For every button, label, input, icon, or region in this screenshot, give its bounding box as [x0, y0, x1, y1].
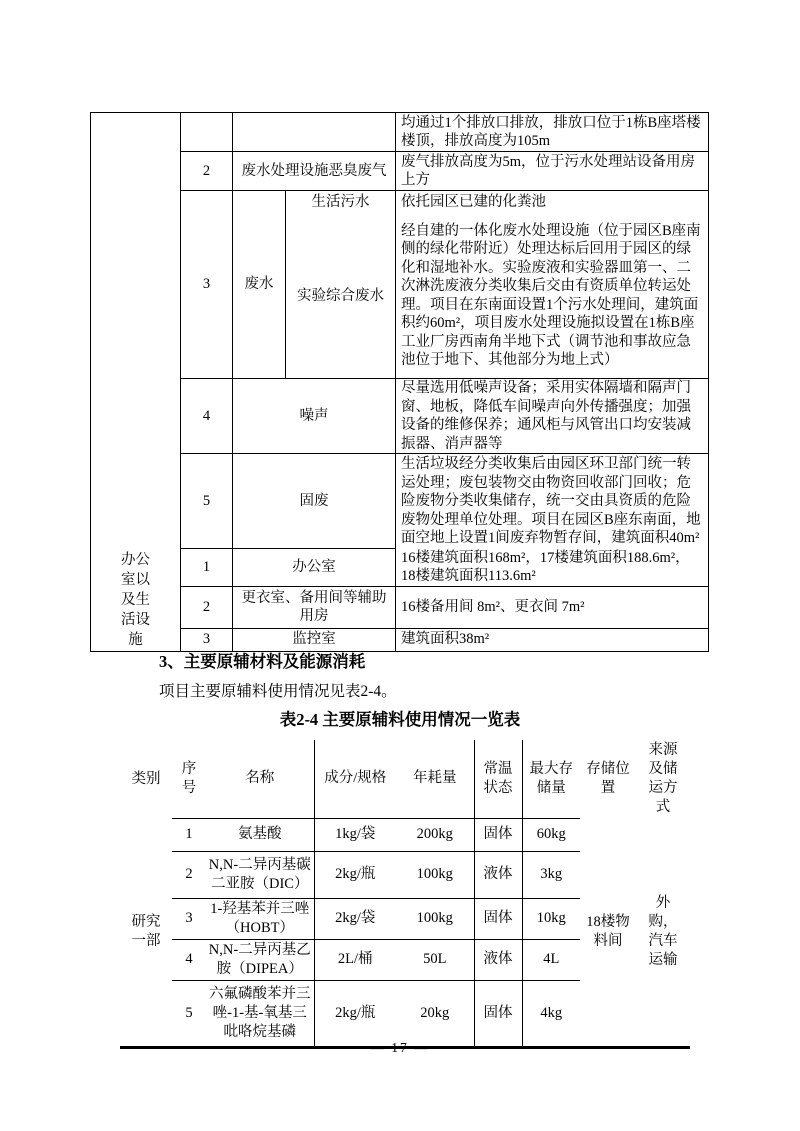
- seq-cell: [181, 113, 233, 152]
- table-caption: 表2-4 主要原辅料使用情况一览表: [279, 710, 521, 729]
- content-cell: 16楼备用间 8m²、更衣间 7m²: [396, 586, 709, 628]
- max-storage-cell: 10kg: [522, 898, 580, 939]
- subname-cell: 生活污水: [286, 191, 396, 214]
- spec-cell: 2kg/瓶: [314, 851, 396, 898]
- header-source: 来源及储运方式: [648, 742, 678, 815]
- seq-cell: 2: [181, 152, 233, 191]
- no-cell: 5: [185, 1004, 193, 1021]
- header-name: 名称: [206, 740, 314, 818]
- header-state: 常温状态: [474, 740, 522, 818]
- table-header-row: [120, 740, 690, 818]
- source-cell: 外购，汽车运输: [648, 894, 678, 968]
- facility-table: [90, 112, 709, 652]
- header-annual: 年耗量: [396, 740, 474, 818]
- seq-cell: 5: [181, 454, 233, 549]
- content-cell: 均通过1个排放口排放，排放口位于1栋B座塔楼楼顶，排放高度为105m: [396, 113, 709, 152]
- spec-cell: 2kg/袋: [314, 898, 396, 939]
- spec-cell: 1kg/袋: [314, 818, 396, 851]
- content-cell: 建筑面积38m²: [396, 628, 709, 651]
- name-cell: 1-羟基苯并三唑（HOBT）: [206, 898, 314, 939]
- materials-table: [120, 740, 690, 1049]
- header-max-storage: 最大存储量: [522, 740, 580, 818]
- page-number: — 17 —: [370, 1040, 430, 1055]
- annual-cell: 20kg: [396, 980, 474, 1047]
- state-cell: 固体: [474, 898, 522, 939]
- name-cell: N,N-二异丙基乙胺（DIPEA）: [206, 939, 314, 980]
- content-cell: 尽量选用低噪声设备；采用实体隔墙和隔声门窗、地板，降低车间噪声向外传播强度；加强设备的维修保养；通风柜与风管出口均安装减振器、消声器等: [396, 379, 709, 454]
- seq-cell: 3: [181, 191, 233, 379]
- name-cell: 氨基酸: [206, 818, 314, 851]
- table-row: [91, 113, 709, 152]
- no-cell: 2: [172, 851, 206, 898]
- name-cell: [233, 113, 396, 152]
- max-storage-cell: 3kg: [522, 851, 580, 898]
- section-intro: 项目主要原辅料使用情况见表2-4。: [159, 683, 397, 700]
- no-cell: 1: [172, 818, 206, 851]
- name-cell: 六氟磷酸苯并三唑-1-基-氧基三吡咯烷基磷: [206, 980, 314, 1047]
- table-row: [120, 818, 690, 851]
- state-cell: 固体: [474, 818, 522, 851]
- max-storage-cell: 60kg: [522, 818, 580, 851]
- annual-cell: 100kg: [396, 851, 474, 898]
- content-cell: 生活垃圾经分类收集后由园区环卫部门统一转运处理；废包装物交由物资回收部门回收；危险废物分类收集储存，统一交由具资质的危险废物处理单位处理。项目在园区B座东南面，地面空地上设置1间废弃物暂存间，建筑面积40m²: [396, 454, 709, 549]
- content-cell: 16楼建筑面积168m²，17楼建筑面积188.6m²，18楼建筑面积113.6m²: [396, 549, 709, 587]
- max-storage-cell: 4L: [522, 939, 580, 980]
- seq-cell: 3: [181, 628, 233, 651]
- annual-cell: 100kg: [396, 898, 474, 939]
- table-row: [91, 586, 709, 628]
- table-row: [91, 152, 709, 191]
- name-cell: 废水处理设施恶臭废气: [233, 152, 396, 191]
- seq-cell: 1: [181, 549, 233, 587]
- annual-cell: 50L: [396, 939, 474, 980]
- category-cell: 研究一部: [131, 913, 161, 949]
- header-no: 序号: [172, 740, 206, 818]
- table-row: [91, 549, 709, 587]
- state-cell: 液体: [474, 939, 522, 980]
- seq-cell: 4: [181, 379, 233, 454]
- spec-cell: 2L/桶: [314, 939, 396, 980]
- header-category: 类别: [131, 770, 161, 787]
- header-storage-location: 存储位置: [586, 761, 630, 796]
- category-cell-office: 办公室以及生活设施: [91, 549, 181, 652]
- state-cell: 液体: [474, 851, 522, 898]
- name-cell: 噪声: [233, 379, 396, 454]
- no-cell: 4: [172, 939, 206, 980]
- content-cell: 依托园区已建的化粪池: [396, 191, 709, 214]
- spec-cell: 2kg/瓶: [335, 1004, 376, 1021]
- name-cell: 办公室: [233, 549, 396, 587]
- no-cell: 3: [172, 898, 206, 939]
- category-cell-empty: [91, 113, 181, 549]
- content-cell: 经自建的一体化废水处理设施（位于园区B座南侧的绿化带附近）处理达标后回用于园区的绿化和湿地补水。实验废液和实验器皿第一、二次淋洗废液分类收集后交由有资质单位转运处理。项目在东南面设置1个污水处理间，建筑面积约60m²，项目废水处理设施拟设置在1栋B座工业厂房西南角半地下式（调节池和事故应急池位于地下、其他部分为地上式）: [396, 214, 709, 379]
- name-cell: 废水: [233, 191, 286, 379]
- max-storage-cell: 4kg: [540, 1004, 563, 1021]
- table-row: [91, 454, 709, 549]
- table-row: [91, 379, 709, 454]
- name-cell: 更衣室、备用间等辅助用房: [233, 586, 396, 628]
- storage-location-cell: 18楼物料间: [586, 913, 630, 949]
- annual-cell: 200kg: [396, 818, 474, 851]
- header-spec: 成分/规格: [314, 740, 396, 818]
- name-cell: N,N-二异丙基碳二亚胺（DIC）: [206, 851, 314, 898]
- name-cell: 监控室: [233, 628, 396, 651]
- seq-cell: 2: [181, 586, 233, 628]
- section-heading: 3、主要原辅材料及能源消耗: [159, 652, 366, 671]
- name-cell: 固废: [233, 454, 396, 549]
- table-row: [91, 191, 709, 214]
- state-cell: 固体: [474, 980, 522, 1047]
- content-cell: 废气排放高度为5m，位于污水处理站设备用房上方: [396, 152, 709, 191]
- subname-cell: 实验综合废水: [286, 214, 396, 379]
